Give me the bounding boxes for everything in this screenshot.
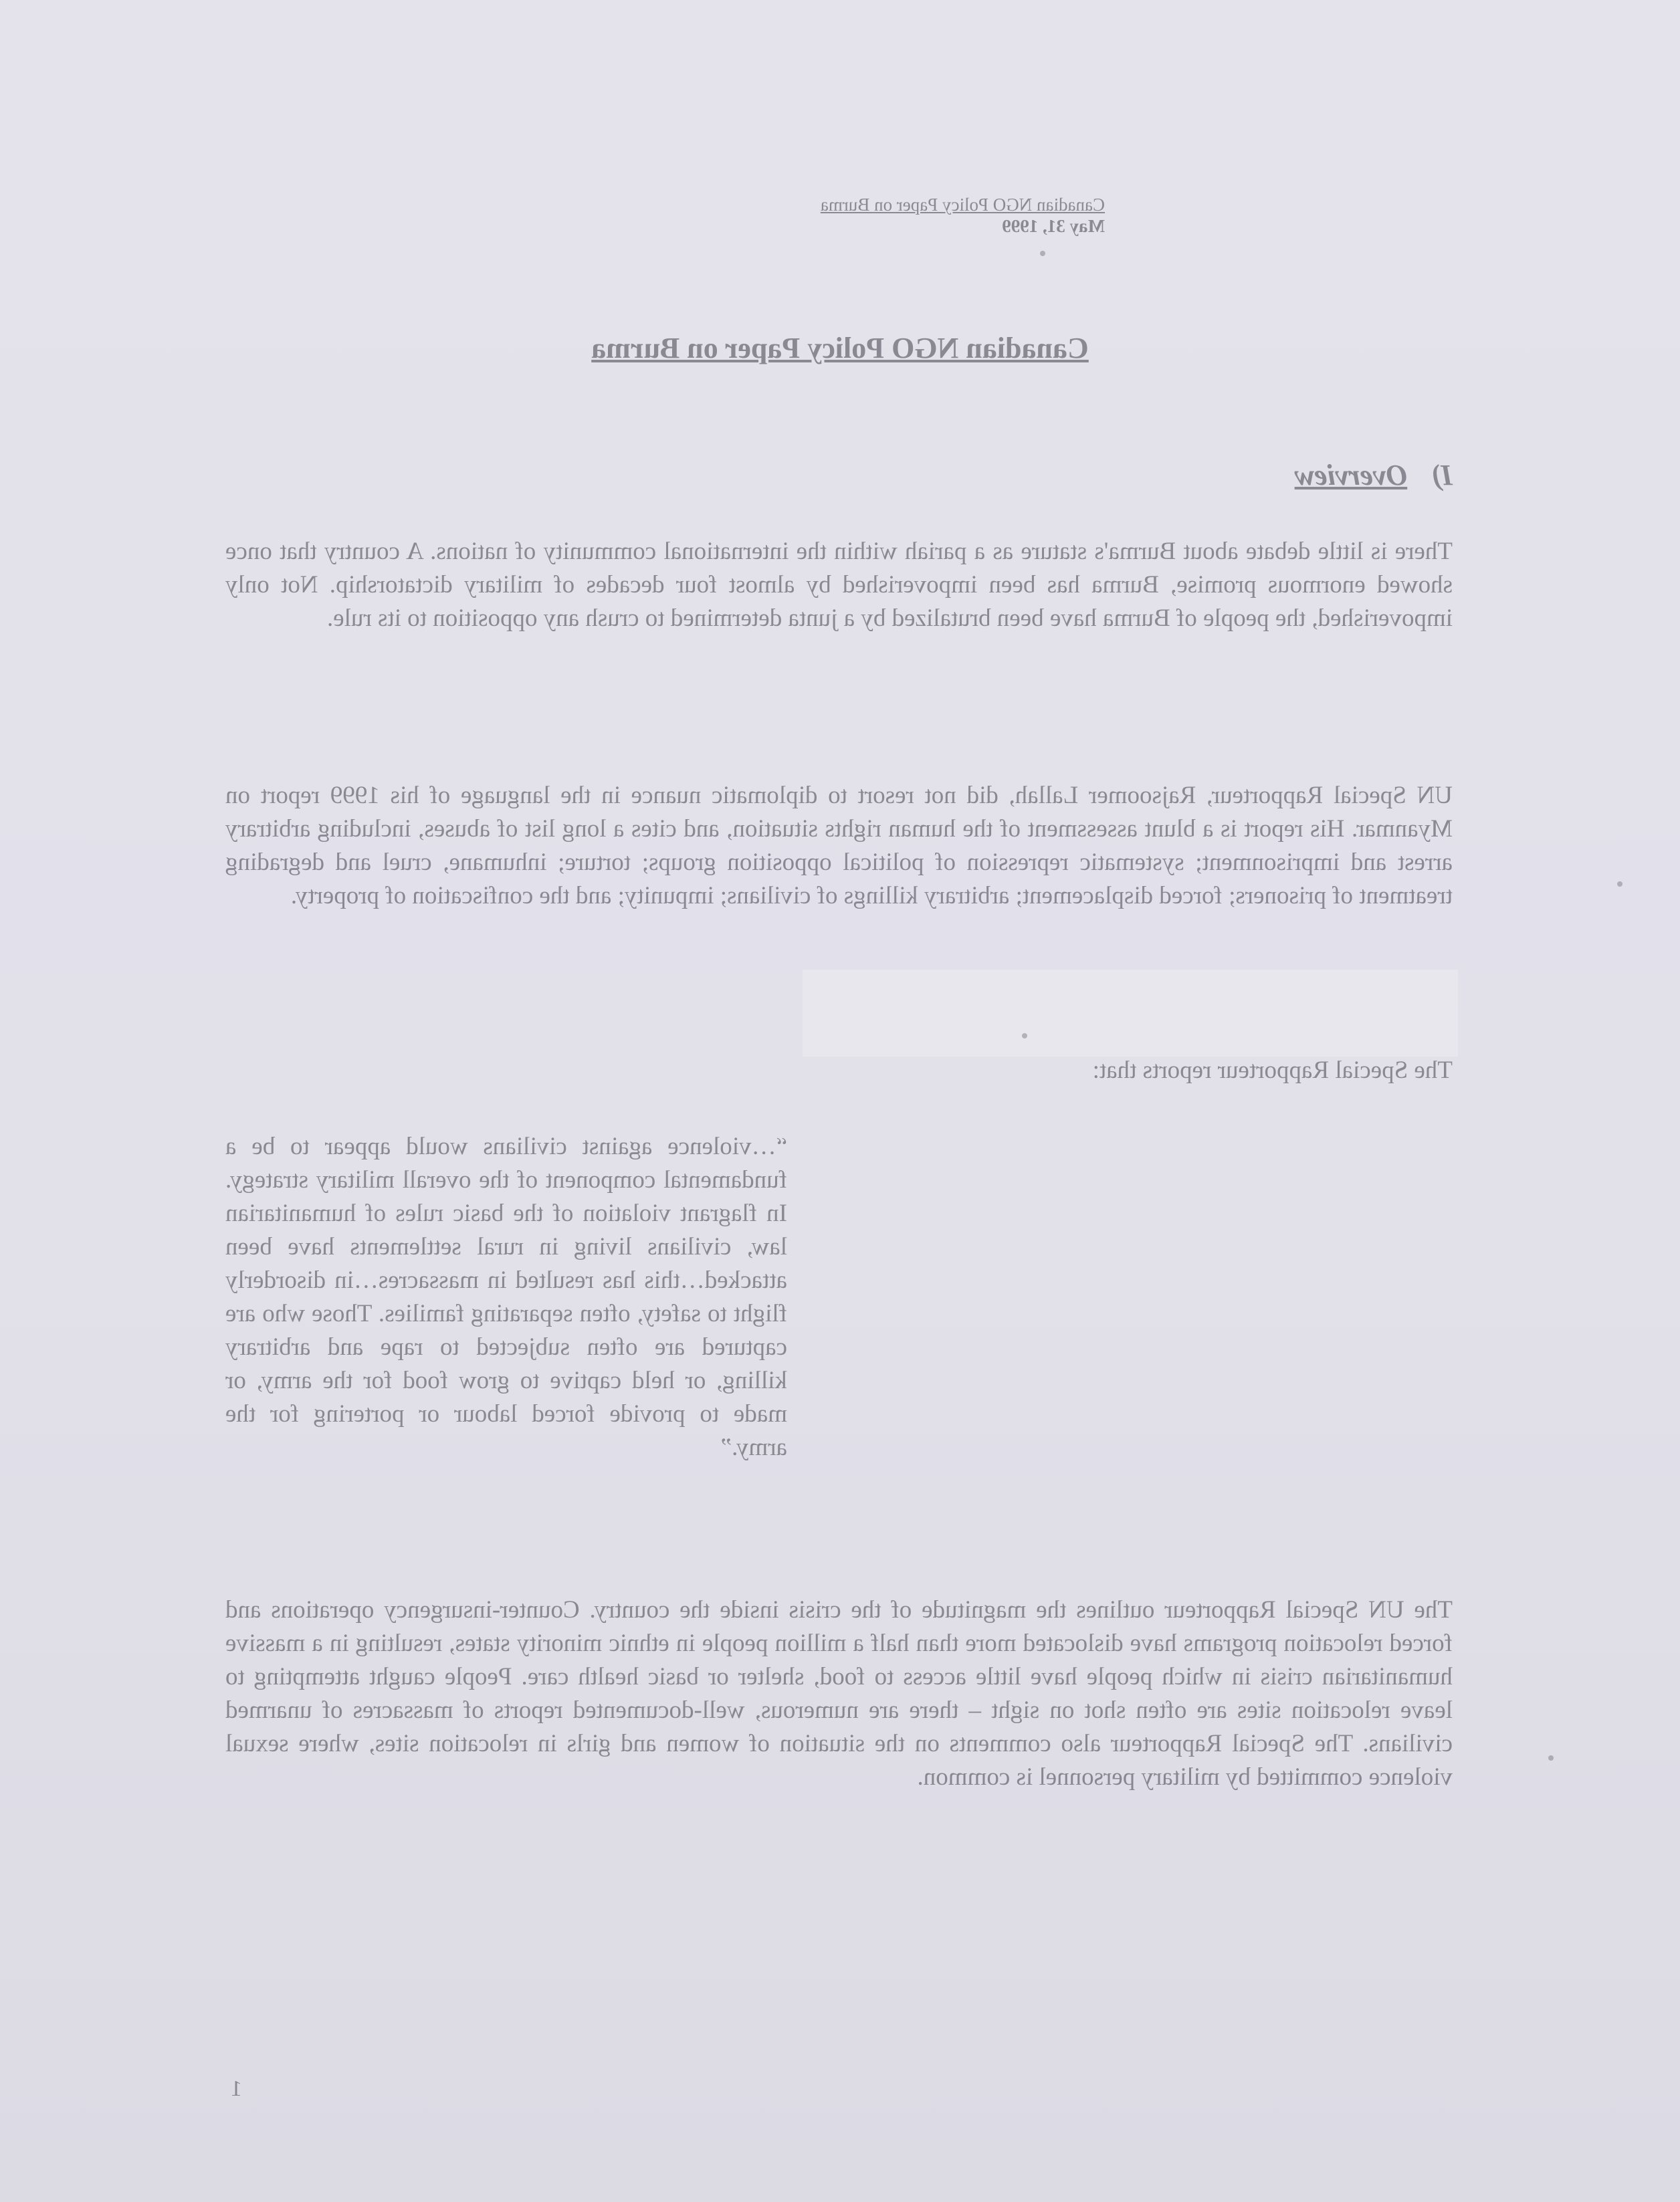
section-heading-text: Overview xyxy=(1294,459,1408,491)
header-title: Canadian NGO Policy Paper on Burma xyxy=(820,195,1105,215)
page-number: 1 xyxy=(231,2076,242,2101)
section-heading xyxy=(1295,458,1453,492)
paragraph: There is little debate about Burma's stature as a pariah within the international community of nations. A country that once showed enormous promise, Burma has been impoverished by almost four decades of military dictatorship. Not only impoverished, the people of Burma have been brutalized by a junta determined to crush any opposition to its rule. xyxy=(225,538,1453,632)
document-header xyxy=(821,194,1105,237)
header-date: May 31, 1999 xyxy=(1002,216,1105,236)
paragraph: The Special Rapporteur reports that: xyxy=(1092,1057,1453,1084)
section-number: I) xyxy=(1431,459,1453,491)
document-title: Canadian NGO Policy Paper on Burma xyxy=(591,332,1089,364)
paragraph: UN Special Rapporteur, Rajsoomer Lallah, did not resort to diplomatic nuance in the language of his 1999 report on Myanmar. His report is a blunt assessment of the human rights situation, and cites a long list of abuses, including arbitrary arrest and imprisonment; systematic repression of political opposition groups; torture; inhumane, cruel and degrading treatment of prisoners; forced displacement; arbitrary killings of civilians; impunity; and the confiscation of property. xyxy=(225,782,1453,909)
paragraph: The UN Special Rapporteur outlines the magnitude of the crisis inside the country. Counter-insurgency operations and forced relocation programs have dislocated more than half a million people in ethnic minority states, resulting in a massive humanitarian crisis in which people have little access to food, shelter or basic health care. People caught attempting to leave relocation sites are often shot on sight – there are numerous, well-documented reports of massacres of unarmed civilians. The Special Rapporteur also comments on the situation of women and girls in relocation sites, where sexual violence committed by military personnel is common. xyxy=(225,1596,1453,1791)
block-quote: “…violence against civilians would appear to be a fundamental component of the overall military strategy. In flagrant violation of the basic rules of humanitarian law, civilians living in rural settlements have been attacked…this has resulted in massacres…in disorderly flight to safety, often separating families. Those who are captured are often subjected to rape and arbitrary killing, or held captive to grow food for the army, or made to provide forced labour or portering for the army.” xyxy=(225,1133,787,1461)
